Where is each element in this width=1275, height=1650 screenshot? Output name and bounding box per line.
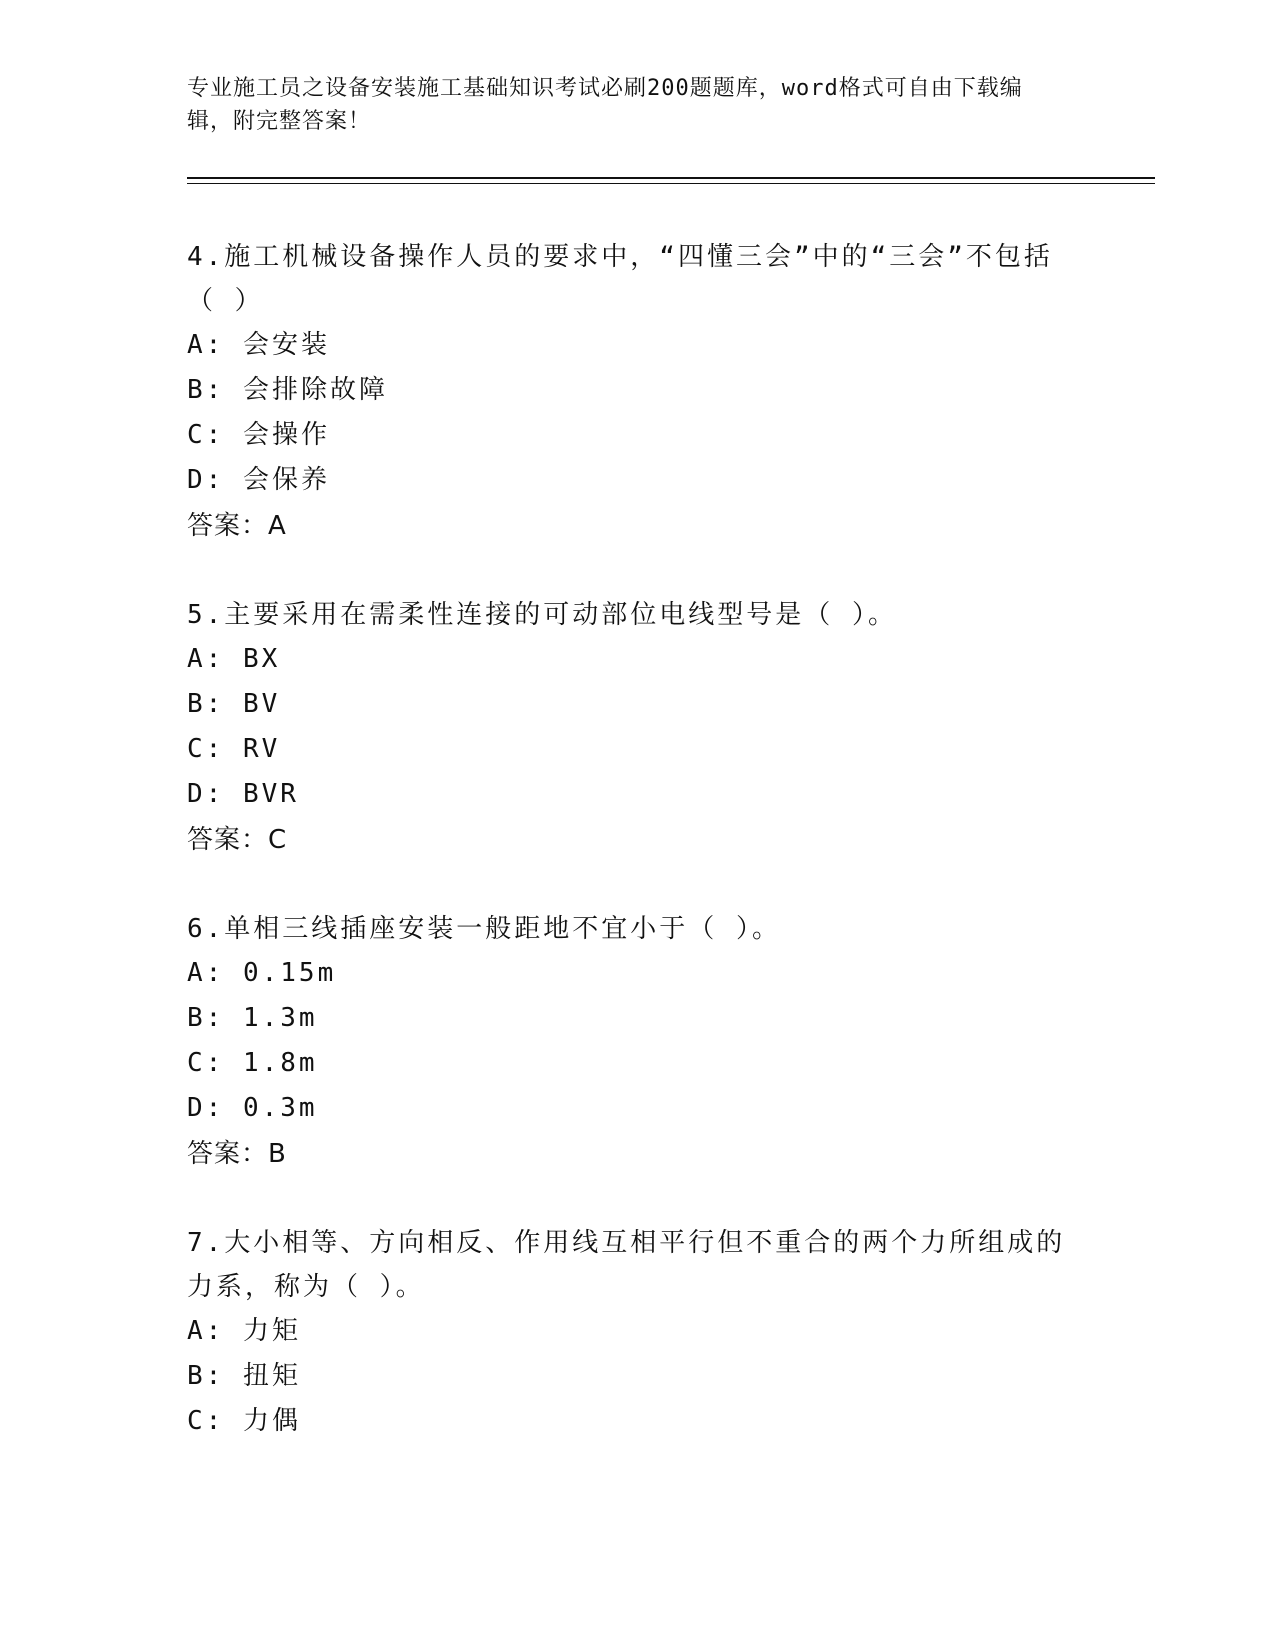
option-c: C: 力偶 <box>187 1406 301 1436</box>
question-stem: 4.施工机械设备操作人员的要求中，“四懂三会”中的“三会”不包括（ ） <box>187 242 1053 316</box>
question-stem: 6.单相三线插座安装一般距地不宜小于（ ）。 <box>187 914 781 944</box>
option-d: D: BVR <box>187 779 299 809</box>
answer: 答案：B <box>187 1139 287 1169</box>
option-b: B: 会排除故障 <box>187 375 388 405</box>
option-b: B: 1.3m <box>187 1003 318 1033</box>
option-d: D: 0.3m <box>187 1093 318 1123</box>
option-d: D: 会保养 <box>187 465 330 495</box>
question-list <box>187 235 1067 1488</box>
option-c: C: 1.8m <box>187 1048 318 1078</box>
answer: 答案：A <box>187 511 287 541</box>
document-header: 专业施工员之设备安装施工基础知识考试必刷200题题库，word格式可自由下载编辑，附完整答案！ <box>187 76 1023 134</box>
question-4 <box>187 235 1067 549</box>
header-divider <box>187 177 1155 179</box>
option-c: C: 会操作 <box>187 420 330 450</box>
question-5 <box>187 593 1067 863</box>
option-b: B: 扭矩 <box>187 1361 301 1391</box>
question-7 <box>187 1221 1067 1444</box>
option-a: A: BX <box>187 644 281 674</box>
option-a: A: 0.15m <box>187 958 337 988</box>
question-stem: 5.主要采用在需柔性连接的可动部位电线型号是（ ）。 <box>187 600 897 630</box>
option-a: A: 力矩 <box>187 1316 301 1346</box>
header-divider-thin <box>187 183 1155 184</box>
question-6 <box>187 907 1067 1177</box>
question-stem: 7.大小相等、方向相反、作用线互相平行但不重合的两个力所组成的力系，称为（ ）。 <box>187 1228 1066 1302</box>
option-b: B: BV <box>187 689 281 719</box>
option-c: C: RV <box>187 734 281 764</box>
option-a: A: 会安装 <box>187 330 330 360</box>
answer: 答案：C <box>187 825 288 855</box>
